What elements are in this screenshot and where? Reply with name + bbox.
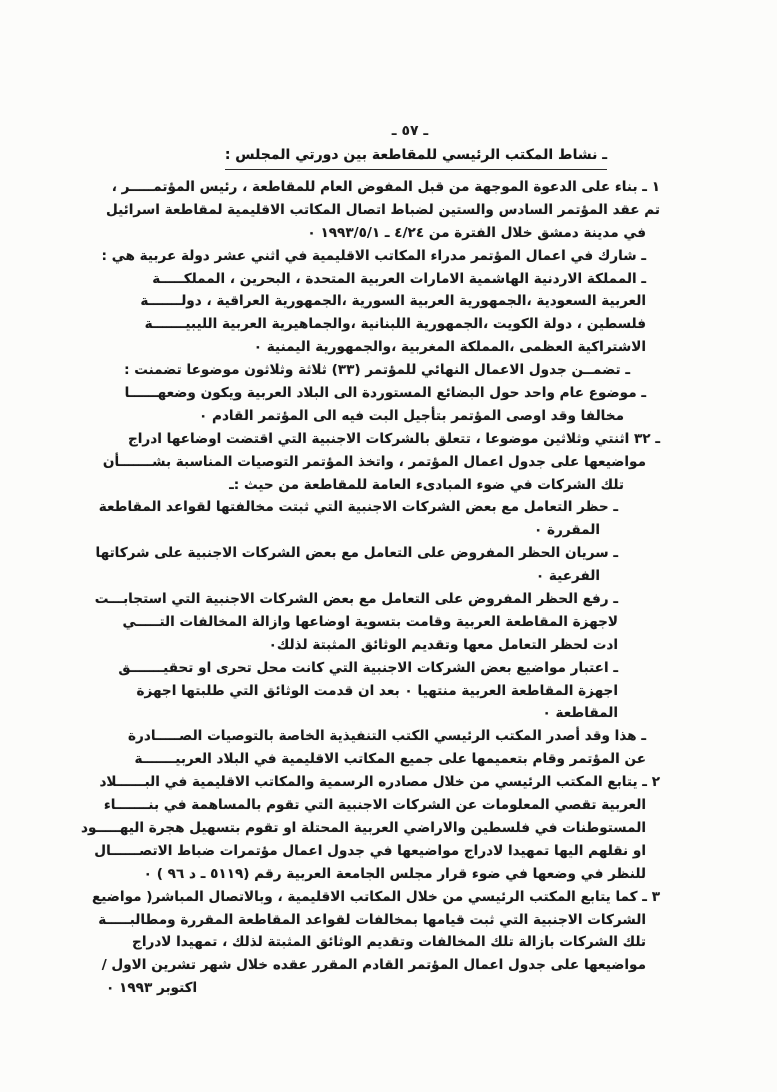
text-line: ١ ـ بناء على الدعوة الموجهة من قبل المفوض العام للمقاطعة ، رئيس المؤتمـــــر ،: [111, 179, 660, 195]
text-line: العربية تقصي المعلومات عن الشركات الاجنبية التي تقوم بالمساهمة في بنـــــــاء: [103, 797, 646, 814]
text-line: تم عقد المؤتمر السادس والستين لضباط اتصال المكاتب الاقليمية لمقاطعة اسرائيل: [105, 201, 660, 218]
text-line: للنظر في وضعها في ضوء قرار مجلس الجامعة العربية رقم (٥١١٩ ـ د ٩٦ ) ٠: [143, 865, 646, 882]
text-line: تلك الشركات في ضوء المبادىء العامة للمقاطعة من حيث :ـ: [229, 476, 624, 493]
text-line: ٣ ـ كما يتابع المكتب الرئيسي من خلال المكاتب الاقليمية ، وبالاتصال المباشر( مواضيع: [91, 888, 660, 905]
text-line: الشركات الاجنبية التي ثبت قيامها بمخالفات لقواعد المقاطعة المقررة ومطالبـــــة: [98, 911, 646, 928]
text-line: العربية السعودية ،الجمهورية العربية السورية ،الجمهورية العراقية ، دولـــــــة: [140, 293, 646, 310]
text-line: ٢ ـ يتابع المكتب الرئيسي من خلال مصادره الرسمية والمكاتب الاقليمية في البــــــلاد: [99, 774, 660, 791]
text-line: المقررة ٠: [533, 522, 600, 539]
text-line: ـ هذا وقد أصدر المكتب الرئيسي الكتب التنفيذية الخاصة بالتوصيات الصـــــادرة: [128, 728, 646, 745]
text-line: تلك الشركات بازالة تلك المخالفات وتقديم الوثائق المثبتة لذلك ، تمهيدا لادراج: [132, 934, 646, 951]
text-line: ادت لحظر التعامل معها وتقديم الوثائق المثبتة لذلك٠: [268, 636, 618, 653]
document-title: ـ نشاط المكتب الرئيسي للمقاطعة بين دورتي المجلس :: [225, 147, 607, 170]
text-line: لاجهزة المقاطعة العربية وقامت بتسوية اوضاعها وازالة المخالفات التـــــي: [122, 613, 618, 630]
text-line: مواضيعها على جدول اعمال المؤتمر ، واتخذ المؤتمر التوصيات المناسبة بشـــــــأن: [102, 453, 646, 470]
text-line: المقاطعة ٠: [542, 705, 618, 722]
text-line: فلسطين ، دولة الكويت ،الجمهورية اللبنانية ،والجماهيرية العربية الليبيـــــــة: [144, 316, 646, 333]
text-line: ـ رفع الحظر المفروض على التعامل مع بعض الشركات الاجنبية التي استجابـــت: [94, 591, 618, 608]
text-line: اجهزة المقاطعة العربية منتهيا ٠ بعد ان قدمت الوثائق التي طلبتها اجهزة: [136, 682, 618, 699]
text-line: اكتوبر ١٩٩٣ ٠: [106, 980, 198, 997]
text-line: ـ شارك في اعمال المؤتمر مدراء المكاتب الاقليمية في اثني عشر دولة عربية هي :: [101, 247, 646, 264]
text-line: ـ سريان الحظر المفروض على التعامل مع بعض الشركات الاجنبية على شركاتها: [95, 545, 618, 562]
text-line: الاشتراكية العظمى ،المملكة المغربية ،والجمهورية اليمنية ٠: [253, 339, 646, 356]
text-line: ـ ٣٢ اثنتي وثلاثين موضوعا ، تتعلق بالشركات الاجنبية التي اقتضت اوضاعها ادراج: [127, 430, 660, 447]
document-body: [81, 176, 660, 1000]
text-line: المستوطنات في فلسطين والاراضي العربية المحتلة او تقوم بتسهيل هجرة اليهـــــود: [81, 819, 646, 836]
text-line: ـ اعتبار مواضيع بعض الشركات الاجنبية التي كانت محل تحرى او تحقيـــــــق: [118, 659, 618, 676]
text-line: في مدينة دمشق خلال الفترة من ٤/٢٤ ـ ١٩٩٣/٥/١ ٠: [307, 224, 646, 241]
text-line: ـ موضوع عام واحد حول البضائع المستوردة الى البلاد العربية ويكون وضعهــــــا: [124, 385, 646, 402]
text-line: او نقلهم اليها تمهيدا لادراج مواضيعها في جدول اعمال مؤتمرات ضباط الاتصــــــال: [94, 842, 646, 859]
page-number: ـ ٥٧ ـ: [391, 123, 429, 139]
text-line: عن المؤتمر وقام بتعميمها على جميع المكاتب الاقليمية في البلاد العربيـــــــة: [134, 751, 646, 768]
text-line: ـ تضمــن جدول الاعمال النهائي للمؤتمر (٣٣) ثلاثة وثلاثون موضوعا تضمنت :: [124, 362, 630, 379]
text-line: ـ حظر التعامل مع بعض الشركات الاجنبية التي ثبتت مخالفتها لقواعد المقاطعة: [98, 499, 618, 516]
text-line: مواضيعها على جدول اعمال المؤتمر القادم المقرر عقده خلال شهر تشرين الاول /: [101, 957, 646, 974]
text-line: الفرعية ٠: [535, 568, 600, 585]
text-line: ـ المملكة الاردنية الهاشمية الامارات العربية المتحدة ، البحرين ، المملكـــــة: [152, 270, 646, 287]
text-line: مخالفا وقد اوصى المؤتمر بتأجيل البت فيه الى المؤتمر القادم ٠: [198, 407, 624, 424]
